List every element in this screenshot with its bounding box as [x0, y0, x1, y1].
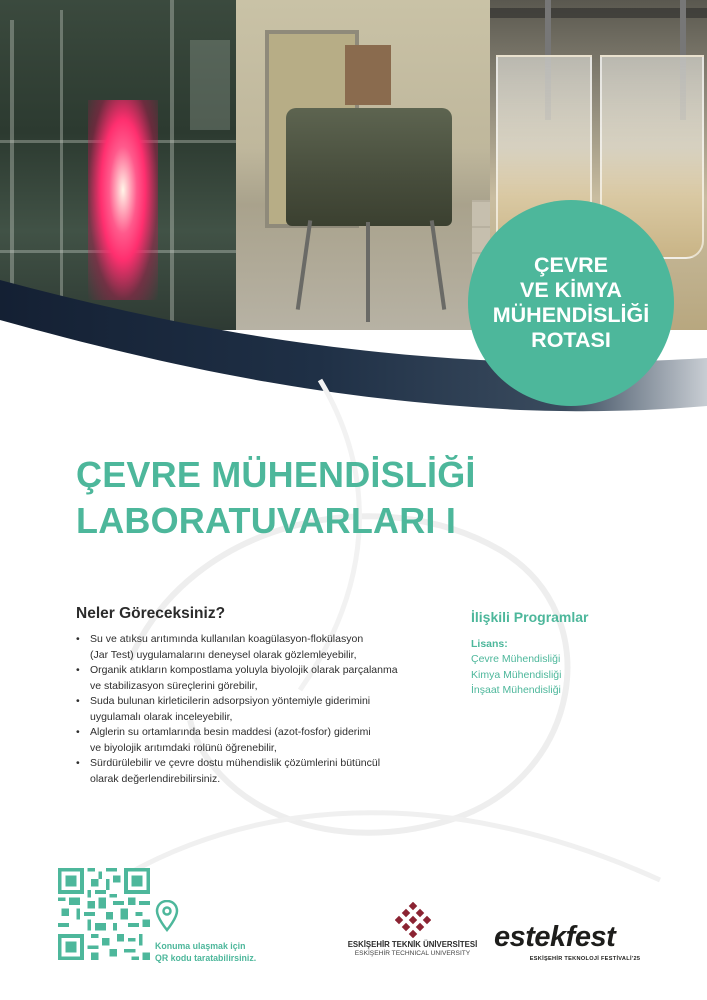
- bullet-icon: •: [76, 757, 80, 769]
- program-item: Kimya Mühendisliği: [471, 668, 562, 681]
- location-pin-icon: [155, 900, 179, 932]
- list-item: • Su ve atıksu arıtımında kullanılan koagülasyon-flokülasyon (Jar Test) uygulamalarını deneysel olarak gözlemleyebilir,: [76, 633, 364, 661]
- what-you-will-see-heading: Neler Göreceksiniz?: [76, 605, 226, 622]
- related-programs-heading: İlişkili Programlar: [471, 609, 589, 625]
- university-name-english: ESKİŞEHİR TECHNICAL UNIVERSITY: [354, 950, 471, 957]
- list-item: • Organik atıkların kompostlama yoluyla biyolojik olarak parçalanma ve stabilizasyon süreçlerini görebilir,: [76, 664, 398, 692]
- bullet-icon: •: [76, 695, 80, 707]
- qr-caption: Konuma ulaşmak için QR kodu taratabilirsiniz.: [155, 941, 257, 963]
- related-programs-list: [471, 652, 561, 699]
- bullet-icon: •: [76, 633, 80, 645]
- program-item: İnşaat Mühendisliği: [471, 684, 561, 696]
- list-item: • Alglerin su ortamlarında besin maddesi (azot-fosfor) giderimi ve biyolojik arıtımdaki rolünü öğrenebilir,: [76, 726, 371, 754]
- list-item: • Suda bulunan kirleticilerin adsorpsiyon yöntemiyle giderimini uygulamalı olarak inceleyebilir,: [76, 695, 371, 723]
- estekfest-tagline: ESKİŞEHİR TEKNOLOJİ FESTİVALİ'25: [529, 956, 641, 962]
- route-badge: [468, 200, 674, 406]
- university-logo-icon: [395, 902, 431, 938]
- program-item: Çevre Mühendisliği: [471, 653, 561, 665]
- bullet-icon: •: [76, 664, 80, 676]
- page-title: ÇEVRE MÜHENDİSLİĞİ LABORATUVARLARI I: [76, 454, 476, 541]
- route-badge-text: ÇEVRE VE KİMYA MÜHENDİSLİĞİ ROTASI: [492, 253, 650, 352]
- bullet-icon: •: [76, 726, 80, 738]
- program-level-label: Lisans:: [471, 638, 508, 650]
- list-item: • Sürdürülebilir ve çevre dostu mühendislik çözümlerini bütüncül olarak değerlendirebilirsiniz.: [76, 757, 381, 785]
- what-you-will-see-list: [76, 632, 456, 787]
- qr-code[interactable]: [58, 868, 150, 960]
- estekfest-logo: estekfest: [494, 921, 616, 953]
- university-name: ESKİŞEHİR TEKNİK ÜNİVERSİTESİ: [347, 940, 478, 949]
